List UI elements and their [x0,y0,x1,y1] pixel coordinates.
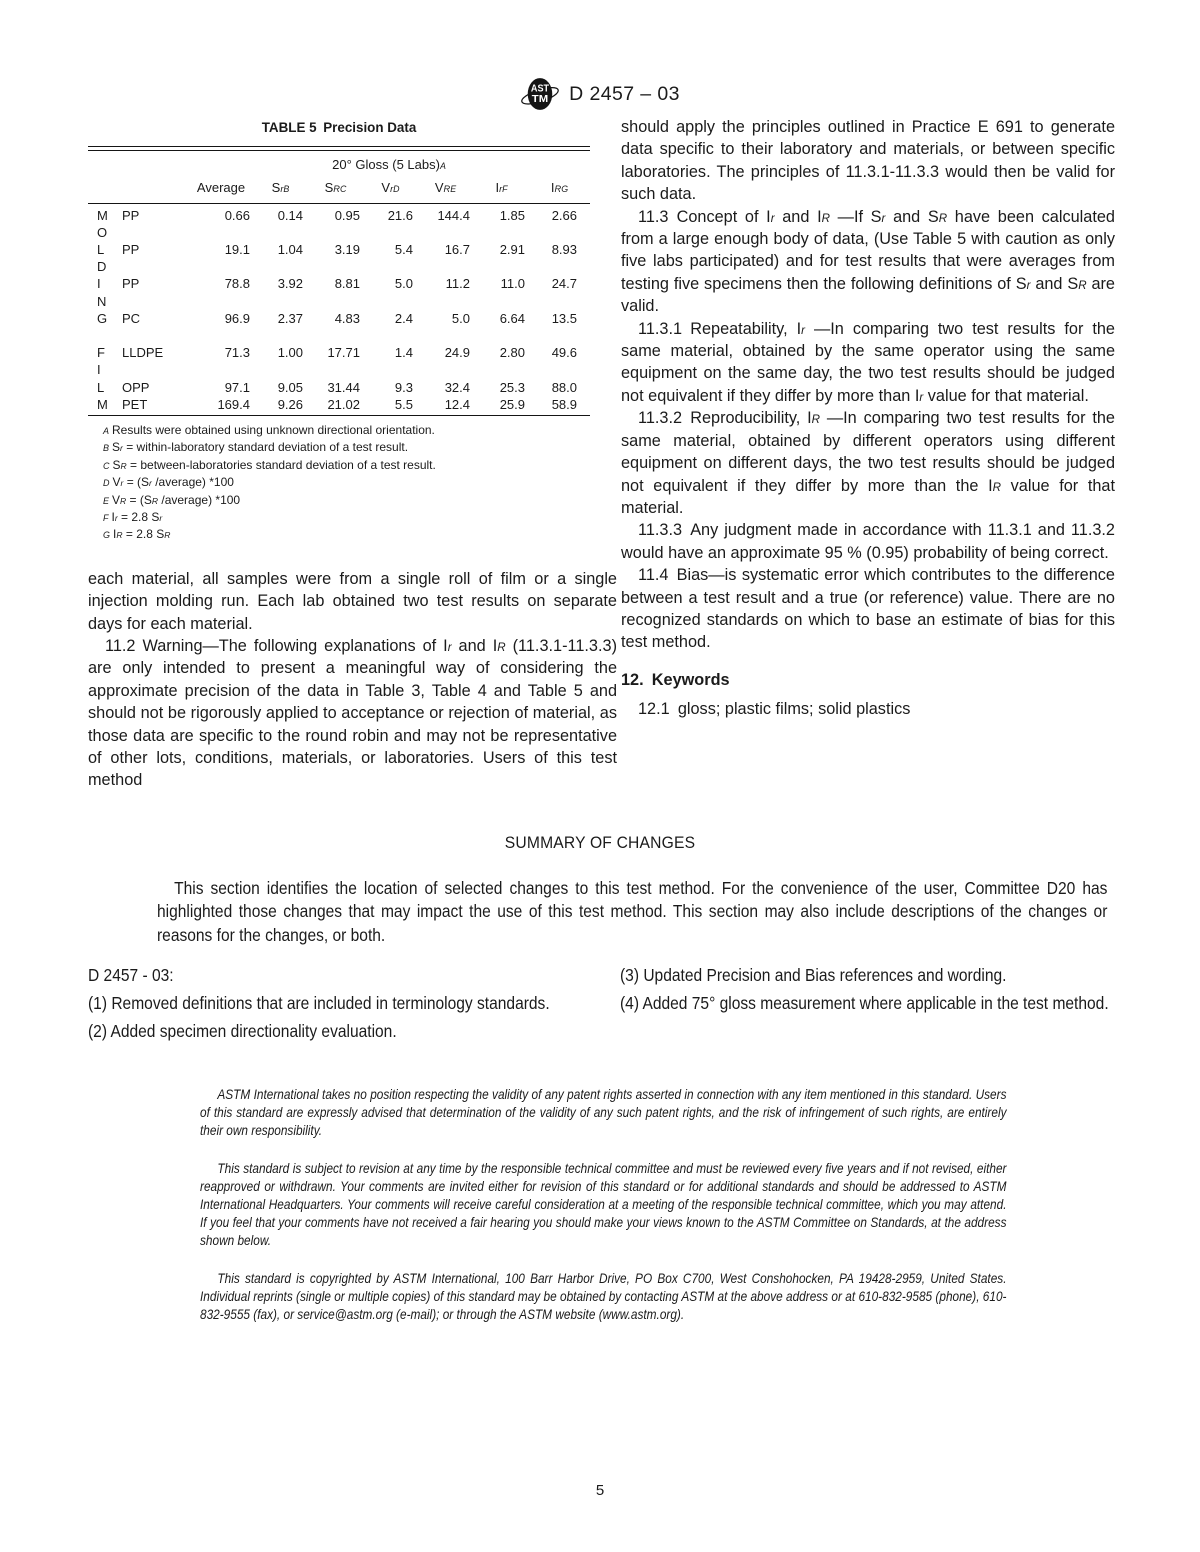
column-header-vr: $V_r^D$ [381,180,400,196]
value-cell-average: 97.1 [224,379,250,395]
changes-list-right [620,963,1114,1019]
value-cell-ir: 1.85 [499,207,525,223]
value-cell-vr: 5.0 [394,276,413,292]
value-cell-iR: 2.66 [551,207,577,223]
value-cell-ir: 25.3 [499,379,525,395]
table-body [88,204,590,413]
value-cell-sr: 2.37 [277,310,303,326]
value-cell-sR: 0.95 [334,207,360,223]
value-cell-iR: 49.6 [551,345,577,361]
value-cell-sr: 0.14 [277,207,303,223]
body-paragraph: 11.3.2 Reproducibility, $I_R$ —In comparing two test results for the same material, obtained by different operators using different equipment on different days, the two test results should be judged not equivalent if they differ by more than the $I_R$ value for that material. [621,409,1115,517]
value-cell-iR: 8.93 [551,242,577,258]
footnote-letter: B [103,443,110,454]
table-footnote [103,422,590,439]
document-header [0,72,1200,116]
table-row [88,327,590,344]
value-cell-vR: 32.4 [444,379,470,395]
value-cell-iR: 24.7 [551,276,577,292]
value-cell-sR: 8.81 [334,276,360,292]
column-header-iR: $I_R^G$ [550,180,569,196]
value-cell-sR: 31.44 [327,379,360,395]
value-cell-sr: 3.92 [277,276,303,292]
table-row [88,310,590,327]
row-group-letter: F [97,345,105,361]
row-group-letter: L [97,379,105,395]
body-paragraph: each material, all samples were from a single roll of film or a single injection molding run. Each lab obtained two test results on separate days for each material. [88,569,617,633]
material-cell: PP [122,276,140,292]
material-cell: PP [122,207,140,223]
value-cell-ir: 2.91 [499,242,525,258]
body-paragraph: should apply the principles outlined in Practice E 691 to generate data specific to their laboratory and materials, or between specific laboratories. The principles of 11.3.1-11.3.3 would then be valid for such data. [621,118,1115,204]
revision-label: D 2457 - 03: [88,965,174,985]
table-bottom-rule [88,415,590,416]
value-cell-sR: 17.71 [327,345,360,361]
footnote-letter: D [103,478,110,489]
table-footnote [103,474,590,491]
disclaimer-paragraph: This standard is subject to revision at any time by the responsible technical committee and must be reviewed every five years and if not revised, either reapproved or withdrawn. Your comments are invited either for revision of this standard or for additional standards and should be addressed to ASTM International Headquarters. Your comments will receive careful consideration at a meeting of the responsible technical committee, which you may attend. If you feel that your comments have not received a fair hearing you should make your views known to the ASTM Committee on Standards, at the address shown below. [200,1160,1007,1249]
value-cell-sR: 3.19 [334,242,360,258]
value-cell-ir: 6.64 [499,310,525,326]
body-paragraph: 11.4 Bias—is systematic error which contributes to the difference between a test result and a true (or reference) value. There are no recognized standards on which to base an estimate of bias for this test method. [621,566,1115,652]
value-cell-average: 78.8 [224,276,250,292]
value-cell-vR: 24.9 [444,345,470,361]
value-cell-iR: 88.0 [551,379,577,395]
column-header-vR: $V_R^E$ [434,180,457,196]
table-header-row [88,177,590,203]
footnote-letter: C [103,460,110,471]
value-cell-sR: 4.83 [334,310,360,326]
table-footnote [103,457,590,474]
table-footnote [103,526,590,543]
body-paragraph: 11.2 Warning—The following explanations of $I_r$ and $I_R$ (11.3.1-11.3.3) are only intended to present a meaningful way of considering the approximate precision of the data in Table 3, Table 4 and Table 5 and should not be rigorously applied to acceptance or rejection of material, as those data are specific to the round robin and may not be representative of other lots, conditions, materials, or laboratories. Users of this test method [88,637,617,790]
value-cell-average: 19.1 [224,242,250,258]
footnote-text: $I_r = 2.8$ $S_r$ [111,510,163,524]
column-header-sr: $S_r^B$ [271,180,290,196]
summary-of-changes-title: SUMMARY OF CHANGES [504,833,696,852]
svg-text:AST: AST [531,83,550,95]
value-cell-average: 96.9 [224,310,250,326]
table-title: TABLE 5 Precision Data [261,120,417,135]
footnote-text: $V_R = (S_R$ /average) *100 [112,492,241,507]
row-group-letter: G [97,310,108,326]
summary-intro-paragraph: This section identifies the location of selected changes to this test method. For the convenience of the user, Committee D20 has highlighted those changes that may impact the use of this test method. This section may also include descriptions of the changes or reasons for the changes, or both. [157,878,1108,945]
changes-list-left [88,963,613,1047]
value-cell-ir: 2.80 [499,345,525,361]
row-group-letter: I [97,276,101,292]
value-cell-sr: 9.05 [277,379,303,395]
disclaimer-paragraph: ASTM International takes no position respecting the validity of any patent rights asserted in connection with any item mentioned in this standard. Users of this standard are expressly advised that determination of the validity of any such patent rights, and the risk of infringement of such rights, are entirely their own responsibility. [200,1087,1007,1139]
table-footnote [103,492,590,509]
change-item: (3) Updated Precision and Bias references and wording. [620,965,1007,985]
table-row [88,344,590,361]
footnote-letter: G [103,530,111,541]
material-cell: PET [122,396,148,412]
disclaimer-paragraph: This standard is copyrighted by ASTM International, 100 Barr Harbor Drive, PO Box C700, West Conshohocken, PA 19428-2959, United States. Individual reprints (single or multiple copies) of this standard may be obtained by contacting ASTM at the above address or at 610-832-9585 (phone), 610-832-9555 (fax), or service@astm.org (e-mail); or through the ASTM website (www.astm.org). [200,1270,1007,1323]
value-cell-sr: 9.26 [277,396,303,412]
value-cell-vR: 12.4 [444,396,470,412]
footnote-text: $V_r = (S_r$ /average) *100 [112,475,234,490]
value-cell-vR: 5.0 [451,310,470,326]
table-row [88,275,590,292]
footnote-text: $I_R = 2.8$ $S_R$ [113,527,171,542]
column-header-average: Average [196,180,246,196]
page-number: 5 [595,1482,605,1499]
table-row [88,293,590,310]
body-paragraph: 11.3.3 Any judgment made in accordance with 11.3.1 and 11.3.2 would have an approximate 95 % (0.95) probability of being correct. [621,521,1115,562]
material-cell: PC [122,310,141,326]
astm-logo-icon [520,72,560,116]
row-group-letter: M [97,207,108,223]
standard-designation: D 2457 – 03 [569,82,680,105]
body-paragraph: 11.3.1 Repeatability, $I_r$ —In comparing two test results for the same material, obtained by the same operator using the same equipment on the same day, the two test results should be judged not equivalent if they differ by more than $I_r$ value for that material. [621,319,1115,405]
section-heading-keywords: 12. Keywords [621,670,730,689]
table-row [88,361,590,378]
value-cell-vr: 1.4 [394,345,413,361]
row-group-letter: L [97,242,105,258]
right-column [621,116,1115,721]
table-footnotes [103,422,590,544]
precision-data-table [88,117,590,544]
value-cell-iR: 13.5 [551,310,577,326]
table-row [88,241,590,258]
keywords-paragraph: 12.1 gloss; plastic films; solid plastics [638,700,911,719]
table-footnote [103,439,590,456]
value-cell-vR: 16.7 [444,242,470,258]
material-cell: LLDPE [122,345,164,361]
row-group-letter: D [97,259,107,275]
row-group-letter: I [97,362,101,378]
material-cell: PP [122,242,140,258]
footnote-text: Results were obtained using unknown directional orientation. [112,422,435,437]
value-cell-average: 0.66 [224,207,250,223]
value-cell-average: 71.3 [224,345,250,361]
material-cell: OPP [122,379,150,395]
value-cell-sr: 1.04 [277,242,303,258]
value-cell-vr: 2.4 [394,310,413,326]
footnote-letter: E [103,495,110,506]
changes-items-left [88,991,613,1043]
column-header-sR: $S_R^C$ [324,180,347,196]
footnote-letter: A [103,425,110,436]
value-cell-average: 169.4 [217,396,250,412]
table-row [88,258,590,275]
row-group-letter: N [97,293,107,309]
table-span-header: 20° Gloss (5 Labs)$^A$ [332,156,446,172]
row-group-letter: M [97,396,108,412]
table-footnote [103,509,590,526]
value-cell-vr: 5.4 [394,242,413,258]
value-cell-ir: 25.9 [499,396,525,412]
left-column [88,117,617,792]
changes-items-right [620,963,1114,1015]
table-row [88,224,590,241]
value-cell-sr: 1.00 [277,345,303,361]
value-cell-iR: 58.9 [551,396,577,412]
footnote-text: $S_R$ = between-laboratories standard deviation of a test result. [112,457,436,472]
change-item: (2) Added specimen directionality evaluation. [88,1021,397,1041]
value-cell-vr: 21.6 [387,207,413,223]
value-cell-ir: 11.0 [500,276,525,292]
footnote-letter: F [103,513,109,523]
table-row [88,396,590,413]
table-row [88,207,590,224]
value-cell-vr: 5.5 [394,396,413,412]
row-group-letter: O [97,224,108,240]
change-item: (4) Added 75° gloss measurement where applicable in the test method. [620,993,1109,1013]
value-cell-vR: 144.4 [437,207,470,223]
legal-disclaimers [200,1086,1006,1343]
change-item: (1) Removed definitions that are included in terminology standards. [88,993,550,1013]
value-cell-vr: 9.3 [394,379,413,395]
footnote-text: $S_r$ = within-laboratory standard deviation of a test result. [112,440,409,455]
column-header-ir: $I_r^F$ [495,180,508,196]
body-paragraph: 11.3 Concept of $I_r$ and $I_R$ —If $S_r$ and $S_R$ have been calculated from a large enough body of data, (Use Table 5 with caution as only five labs participated) and for test results that were averages from testing five specimens then the following definitions of $S_r$ and $S_R$ are valid. [621,207,1115,316]
value-cell-vR: 11.2 [445,276,470,292]
table-row [88,379,590,396]
value-cell-sR: 21.02 [327,396,360,412]
svg-text:TM: TM [531,94,549,106]
